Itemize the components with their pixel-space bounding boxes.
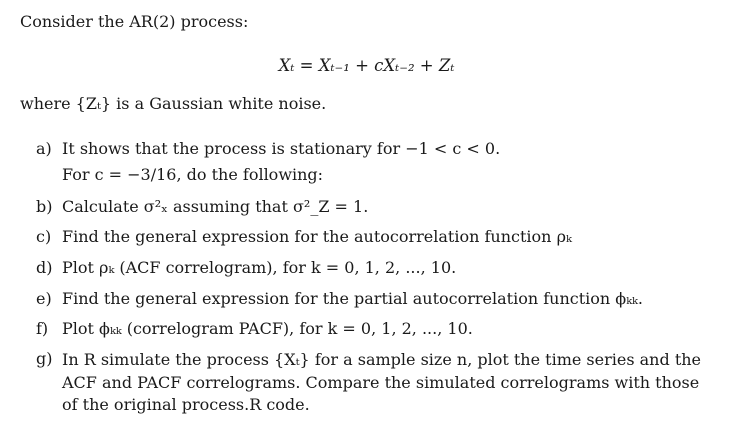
intro-text: Consider the AR(2) process: [20, 12, 249, 31]
item-d-text: Plot ρₖ (ACF correlogram), for k = 0, 1, 2, ..., 10. [62, 258, 457, 277]
item-a-label: a) [36, 139, 52, 158]
item-b-text: Calculate σ²ₓ assuming that σ²_Z = 1. [62, 197, 369, 216]
item-g-label: g) [36, 349, 53, 368]
item-b-label: b) [36, 197, 53, 216]
item-e-text: Find the general expression for the partial autocorrelation function ϕₖₖ. [62, 289, 643, 308]
item-c-label: c) [36, 227, 52, 246]
item-a-continuation-text: For c = −3/16, do the following: [62, 165, 324, 184]
item-f-label: f) [36, 319, 49, 338]
where-text: where {Zₜ} is a Gaussian white noise. [20, 94, 327, 113]
item-g-text: In R simulate the process {Xₜ} for a sample size n, plot the time series and the ACF and PACF correlograms. Compare the simulated correlograms with those of the original process.R code. [62, 350, 702, 414]
item-f-text: Plot ϕₖₖ (correlogram PACF), for k = 0, 1, 2, ..., 10. [62, 319, 473, 338]
item-d-label: d) [36, 258, 53, 277]
ar2-equation: Xₜ = Xₜ₋₁ + cXₜ₋₂ + Zₜ [278, 56, 455, 75]
item-c-text: Find the general expression for the autocorrelation function ρₖ [62, 227, 572, 246]
item-e-label: e) [36, 289, 52, 308]
item-a-text: It shows that the process is stationary for −1 < c < 0. [62, 139, 501, 158]
